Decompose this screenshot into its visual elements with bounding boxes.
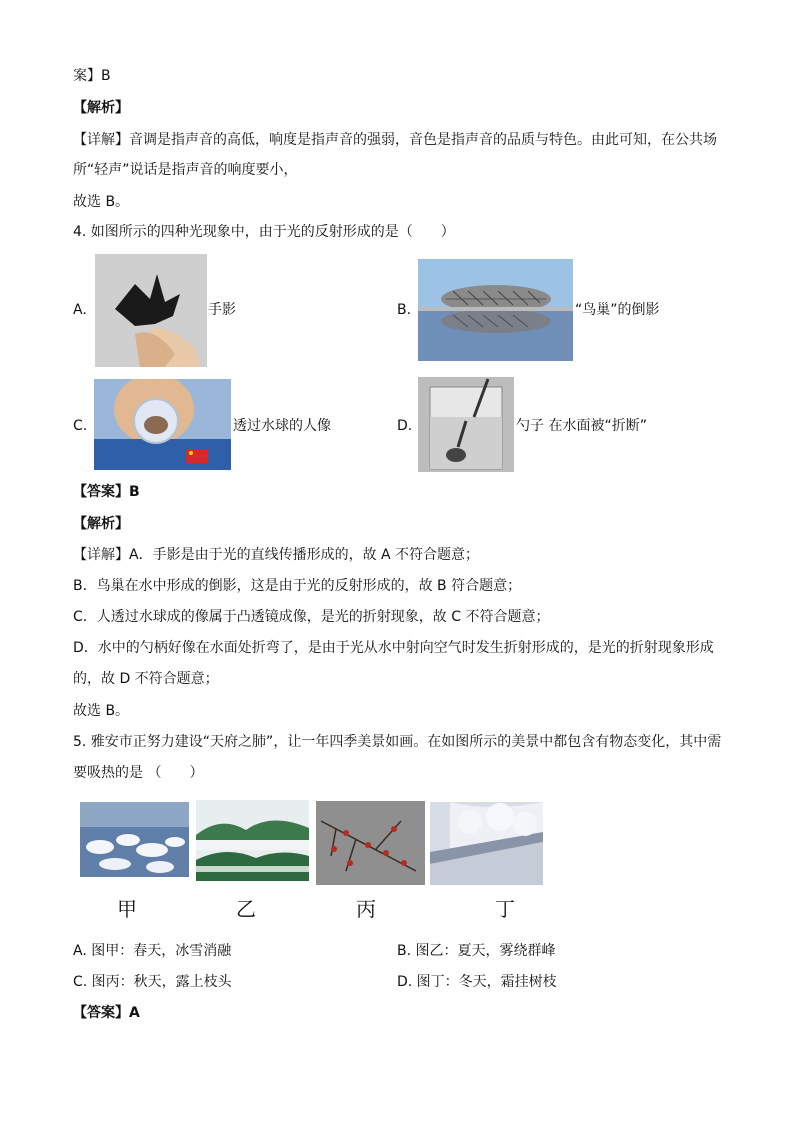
question-4: 4. 如图所示的四种光现象中，由于光的反射形成的是（ ） [73,224,455,240]
hand-shadow-image [95,254,207,367]
q4-option-d-label: D. [397,418,413,434]
q4-option-b-caption: “鸟巢”的倒影 [575,302,660,318]
figure-label-jia: 甲 [117,897,137,921]
q4-option-a-caption: 手影 [208,302,236,318]
prev-analysis-heading: 【解析】 [73,100,129,116]
q5-option-d: D. 图丁：冬天，霜挂树枝 [397,974,557,990]
q4-detail-d-1: D．水中的勺柄好像在水面处折弯了，是由于光从水中射向空气时发生折射形成的，是光的折射现象形成 [73,640,714,656]
figure-label-yi: 乙 [236,897,256,921]
q4-option-c-caption: 透过水球的人像 [233,418,331,434]
q5-option-a: A. 图甲：春天，冰雪消融 [73,943,232,959]
q4-conclusion: 故选 B。 [73,703,130,719]
q4-detail-c: C．人透过水球成的像属于凸透镜成像，是光的折射现象，故 C 不符合题意； [73,609,550,625]
q5-answer: 【答案】A [73,1005,140,1021]
frost-trees-image [430,802,543,885]
water-ball-portrait-image [94,379,231,470]
q4-option-a-label: A. [73,302,87,318]
figure-label-bing: 丙 [356,897,376,921]
dew-branch-image [316,801,425,885]
q5-option-c: C. 图丙：秋天，露上枝头 [73,974,232,990]
birds-nest-reflection-image [418,259,573,361]
foggy-peaks-image [196,800,309,881]
spoon-in-water-image [418,377,514,472]
q4-detail-a: 【详解】A．手影是由于光的直线传播形成的，故 A 不符合题意； [73,547,480,563]
q4-detail-d-2: 的，故 D 不符合题意； [73,671,219,687]
q4-option-d-caption: 勺子 在水面被“折断” [516,418,647,434]
q5-option-b: B. 图乙：夏天，雾绕群峰 [397,943,556,959]
q4-answer: 【答案】B [73,484,140,500]
prev-conclusion: 故选 B。 [73,194,130,210]
question-5-line-1: 5. 雅安市正努力建设“天府之肺”，让一年四季美景如画。在如图所示的美景中都包含有物态变化，其中需 [73,734,722,750]
figure-label-ding: 丁 [495,897,515,921]
melting-snow-image [80,802,189,877]
q4-option-c-label: C. [73,418,88,434]
q4-analysis-heading: 【解析】 [73,516,129,532]
prev-answer: 案】B [73,68,111,84]
prev-detail-line-1: 【详解】音调是指声音的高低，响度是指声音的强弱，音色是指声音的品质与特色。由此可知，在公共场 [73,132,717,148]
prev-detail-line-2: 所“轻声”说话是指声音的响度要小， [73,162,298,178]
q4-option-b-label: B. [397,302,412,318]
q4-detail-b: B．鸟巢在水中形成的倒影，这是由于光的反射形成的，故 B 符合题意； [73,578,522,594]
question-5-line-2: 要吸热的是 （ ） [73,765,204,781]
